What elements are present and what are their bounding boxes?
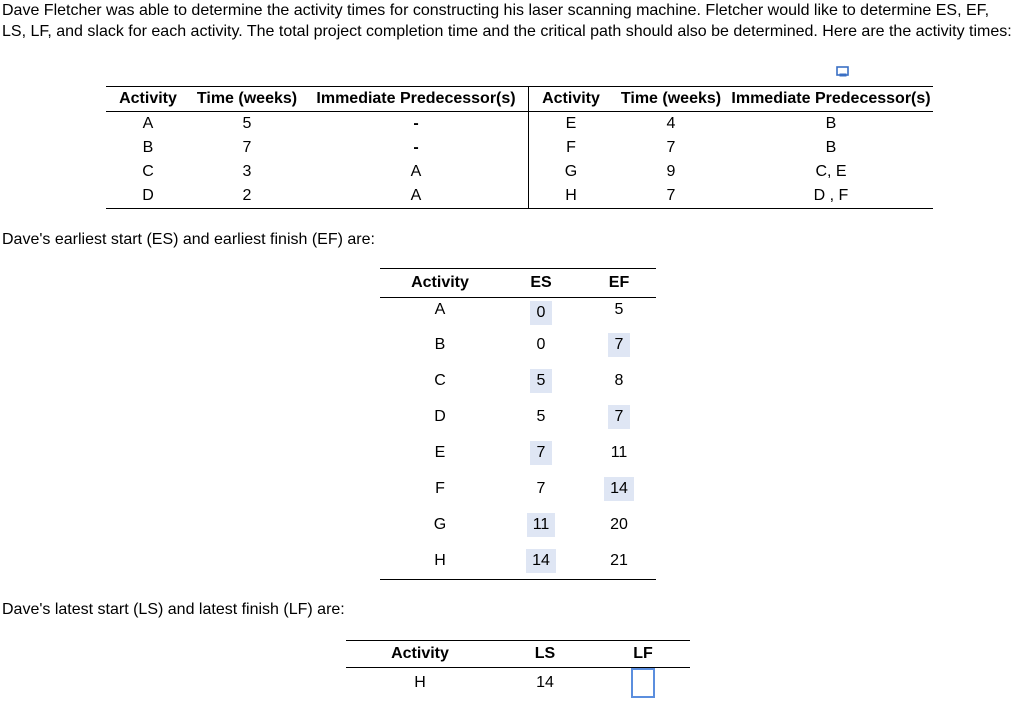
cell-predecessor: A (304, 184, 529, 209)
table-row (380, 543, 656, 580)
cell-es (500, 363, 582, 399)
cell-activity: A (142, 115, 154, 132)
header-time-2: Time (weeks) (613, 87, 729, 112)
cell-ls: 14 (536, 674, 554, 691)
answer-es: 11 (527, 513, 556, 537)
copy-icon[interactable] (836, 66, 850, 78)
header-activity: Activity (380, 269, 500, 298)
cell-ef: 11 (610, 444, 628, 461)
activity-times-table (106, 86, 933, 209)
problem-statement: Dave Fletcher was able to determine the activity times for constructing his laser scanning machine. Fletcher would like to determine ES, EF, LS, LF, and slack for each activity. The total project completion time and the critical path should also be determined. Here are the activity times: (2, 2, 1012, 40)
cell-es: 7 (536, 480, 546, 497)
cell-activity: G (433, 516, 447, 533)
cell-time: 5 (242, 115, 252, 132)
cell-time: 7 (613, 184, 729, 209)
cell-ef: 21 (582, 543, 656, 580)
table-row (380, 363, 656, 399)
cell-activity: C (142, 163, 154, 180)
cell-activity: A (434, 301, 446, 318)
answer-es: 5 (530, 369, 552, 393)
cell-activity: H (380, 543, 500, 580)
cell-activity: H (414, 674, 426, 691)
cell-ef (582, 471, 656, 507)
cell-es (500, 543, 582, 580)
es-ef-label: Dave's earliest start (ES) and earliest finish (EF) are: (2, 231, 375, 248)
header-ls: LS (494, 641, 596, 668)
cell-predecessor: D , F (729, 184, 933, 209)
cell-time: 9 (666, 163, 676, 180)
cell-activity: H (529, 184, 614, 209)
header-predecessors: Immediate Predecessor(s) (304, 87, 529, 112)
table-row (380, 298, 656, 328)
table-row (106, 112, 933, 137)
answer-ef: 7 (608, 405, 630, 429)
cell-lf (596, 668, 690, 699)
cell-time: 2 (190, 184, 304, 209)
header-activity: Activity (346, 641, 494, 668)
table-row (106, 136, 933, 160)
cell-ef (582, 399, 656, 435)
header-ef: EF (582, 269, 656, 298)
cell-ef: 5 (614, 301, 624, 318)
cell-es (500, 298, 582, 328)
table-row (380, 507, 656, 543)
cell-activity: B (142, 139, 154, 156)
cell-es: 5 (536, 408, 546, 425)
cell-time: 7 (242, 139, 252, 156)
table-row (346, 668, 690, 699)
cell-activity: E (565, 115, 577, 132)
cell-predecessor: B (825, 115, 837, 132)
answer-es: 0 (530, 301, 552, 325)
answer-ef: 7 (608, 333, 630, 357)
cell-es (500, 435, 582, 471)
cell-time: 4 (666, 115, 676, 132)
table-row (380, 399, 656, 435)
cell-predecessor: - (304, 112, 529, 137)
header-activity-2: Activity (529, 87, 614, 112)
cell-predecessor: - (304, 136, 529, 160)
cell-predecessor: B (825, 139, 837, 156)
lf-input[interactable] (631, 668, 655, 698)
es-ef-table (380, 268, 656, 580)
table-row (380, 471, 656, 507)
header-time: Time (weeks) (190, 87, 304, 112)
cell-activity: D (106, 184, 190, 209)
cell-activity: F (435, 480, 445, 497)
cell-activity: E (434, 444, 446, 461)
cell-activity: B (434, 336, 446, 353)
cell-es: 0 (536, 336, 546, 353)
cell-activity: D (434, 408, 446, 425)
table-row (380, 327, 656, 363)
cell-activity: F (566, 139, 576, 156)
cell-activity: G (564, 163, 578, 180)
cell-predecessor: C, E (815, 163, 847, 180)
table-row (106, 184, 933, 209)
cell-ef: 20 (610, 516, 628, 533)
header-lf: LF (596, 641, 690, 668)
answer-es: 14 (526, 549, 556, 573)
cell-es (500, 507, 582, 543)
cell-time: 7 (666, 139, 676, 156)
header-es: ES (500, 269, 582, 298)
cell-ef (582, 327, 656, 363)
header-activity: Activity (106, 87, 190, 112)
answer-ef: 14 (604, 477, 634, 501)
cell-time: 3 (242, 163, 252, 180)
cell-predecessor: A (304, 160, 529, 184)
table-row (380, 435, 656, 471)
cell-ef: 8 (614, 372, 624, 389)
ls-lf-label: Dave's latest start (LS) and latest finish (LF) are: (2, 601, 345, 618)
answer-es: 7 (530, 441, 552, 465)
table-row (106, 160, 933, 184)
header-predecessors-2: Immediate Predecessor(s) (729, 87, 933, 112)
ls-lf-table (346, 640, 690, 698)
cell-activity: C (434, 372, 446, 389)
